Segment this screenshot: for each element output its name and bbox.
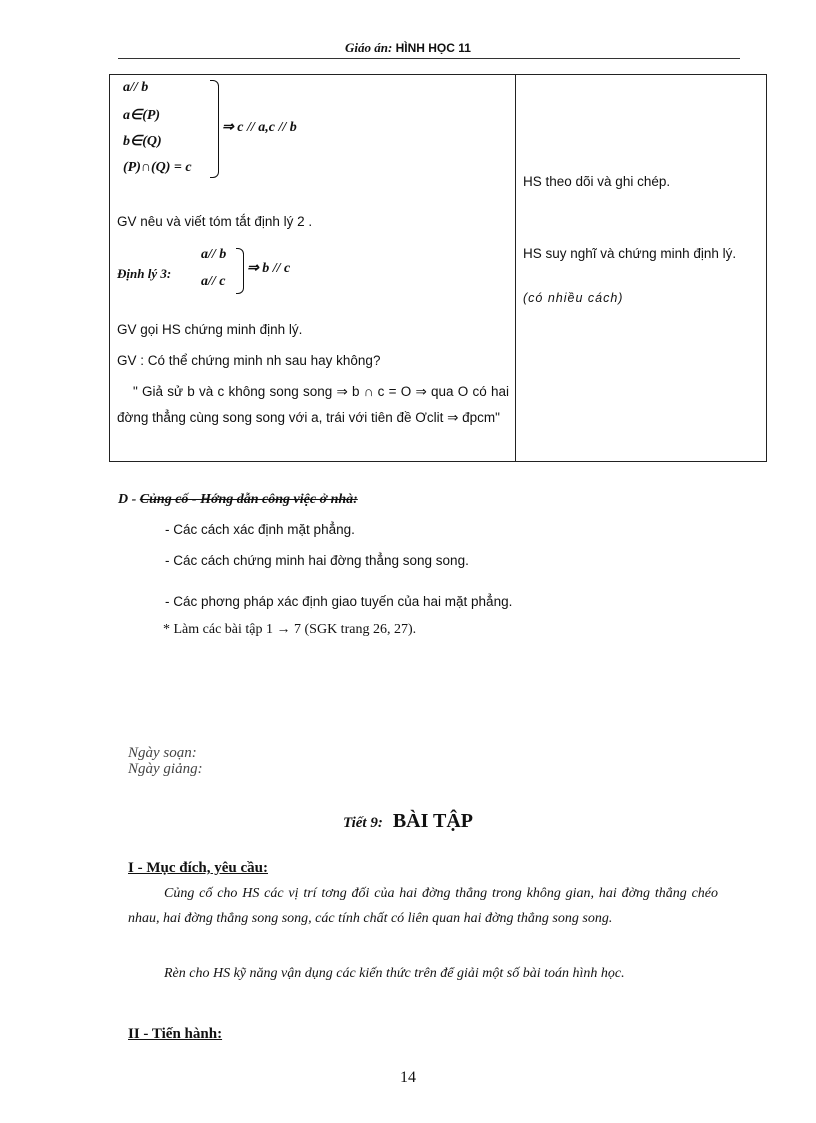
section-d-prefix: D - <box>118 492 137 507</box>
section-d-heading <box>118 492 358 508</box>
dates-block <box>128 745 203 777</box>
hs-follow-note: HS theo dõi và ghi chép. <box>523 174 671 189</box>
theorem1-brace <box>210 80 219 178</box>
table-column-divider <box>515 74 516 462</box>
hs-think-note: HS suy nghĩ và chứng minh định lý. <box>523 246 737 261</box>
gv-question: GV : Có thể chứng minh nh sau hay không? <box>117 353 381 368</box>
gv-prove-note: GV gọi HS chứng minh định lý. <box>117 322 303 337</box>
theorem1-line2: a∈(P) <box>123 108 161 123</box>
gv-theorem2-note: GV nêu và viết tóm tắt định lý 2 . <box>117 214 313 229</box>
date-prepared: Ngày soạn: <box>128 745 197 761</box>
section1-title <box>128 860 268 877</box>
theorem1-line3: b∈(Q) <box>123 134 162 149</box>
section1-paragraph2: Rèn cho HS kỹ năng vận dụng các kiến thức trên để giải một số bài toán hình học. <box>164 966 625 981</box>
header-rule <box>118 58 740 59</box>
header-title: HÌNH HỌC 11 <box>395 41 471 55</box>
header-prefix: Giáo án: <box>345 40 393 55</box>
list-item: - Các cách chứng minh hai đờng thẳng song song. <box>165 553 469 568</box>
section2-title <box>128 1026 222 1043</box>
theorem2-brace <box>236 248 244 294</box>
theorem1-result: ⇒ c // a,c // b <box>222 120 297 135</box>
proof-text: " Giả sử b và c không song song ⇒ b ∩ c = O ⇒ qua O có hai đờng thẳng cùng song song với a, trái với tiên đề Ơclit ⇒ đpcm" <box>117 384 509 425</box>
list-item: - Các phơng pháp xác định giao tuyến của hai mặt phẳng. <box>165 594 513 609</box>
theorem1-line1: a// b <box>123 80 149 95</box>
section1-title-text: I - Mục đích, yêu cầu: <box>128 860 268 876</box>
list-item: * Làm các bài tập 1 → 7 (SGK trang 26, 27). <box>163 622 417 637</box>
theorem2-label: Định lý 3: <box>117 266 172 281</box>
section-d-title: Củng cố - Hớng dẫn công việc ở nhà: <box>139 492 358 507</box>
page-number: 14 <box>400 1069 416 1086</box>
list-item: - Các cách xác định mặt phẳng. <box>165 522 355 537</box>
theorem2-result: ⇒ b // c <box>247 261 291 276</box>
theorem2-line1: a// b <box>201 247 227 262</box>
lesson-title: BÀI TẬP <box>392 810 474 832</box>
lesson-title-block <box>0 810 816 833</box>
theorem2-line2: a// c <box>201 274 226 289</box>
section1-paragraph1: Củng cố cho HS các vị trí tơng đối của hai đờng thẳng trong không gian, hai đờng thẳng chéo nhau, hai đờng thẳng song song, các tính chất có liên quan hai đờng thẳng song song. <box>128 886 718 926</box>
page-header <box>0 40 816 56</box>
date-taught: Ngày giảng: <box>128 761 203 777</box>
theorem1-line4: (P)∩(Q) = c <box>123 160 192 175</box>
section2-title-text: II - Tiến hành: <box>128 1026 223 1042</box>
lesson-label: Tiết 9: <box>342 815 383 831</box>
hs-many-ways-note: (có nhiều cách) <box>523 291 624 305</box>
